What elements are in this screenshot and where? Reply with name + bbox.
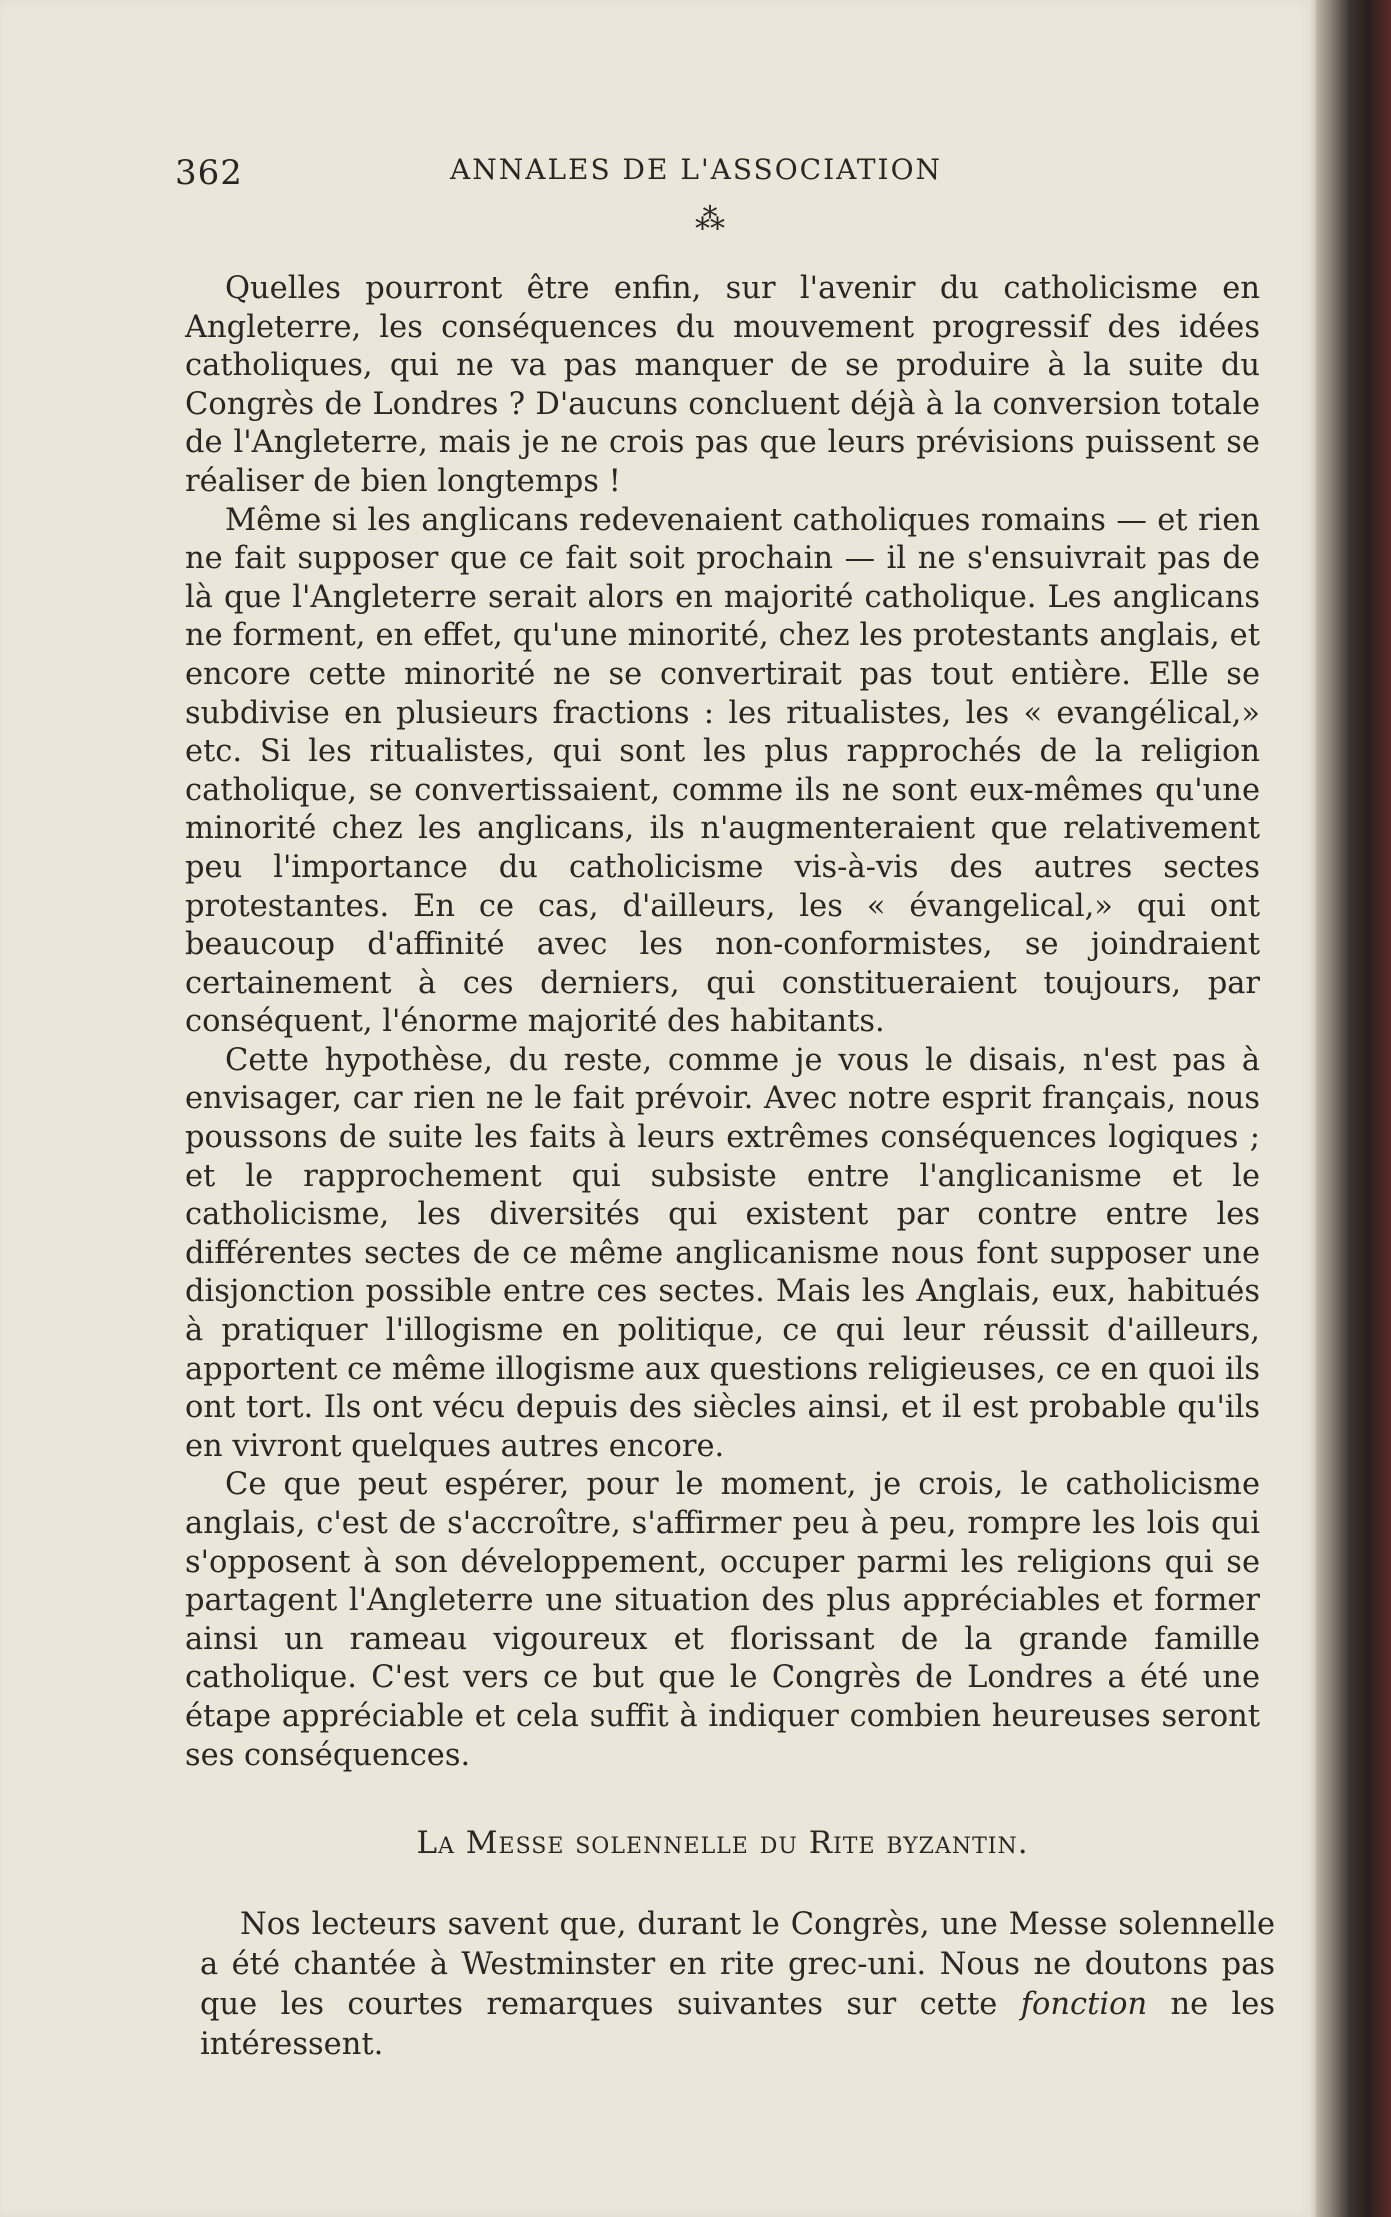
book-binding	[1316, 0, 1391, 2217]
page-edge	[1308, 0, 1316, 2217]
intro-text: Nos lecteurs savent que, durant le Congrès, une Messe solennelle a été chantée à Westminster en rite grec-uni. Nous ne doutons pas que les courtes remarques suivantes sur cette	[200, 1907, 1275, 2022]
paragraph: Ce que peut espérer, pour le moment, je crois, le catholicisme anglais, c'est de s'accroître, s'affirmer peu à peu, rompre les lois qui s'opposent à son développement, occuper parmi les religions qui se partagent l'Angleterre une situation des plus appréciables et former ainsi un rameau vigoureux et florissant de la grande famille catholique. C'est vers ce but que le Congrès de Londres a été une étape appréciable et cela suffit à indiquer combien heureuses seront ses conséquences.	[185, 1467, 1260, 1773]
intro-text-end: ne les intéressent.	[200, 1987, 1275, 2062]
asterism-divider: ⁂	[695, 202, 725, 237]
paragraph	[200, 1905, 1275, 2065]
section-intro	[200, 1905, 1275, 2065]
article-body	[185, 270, 1260, 1775]
italic-word: fonction	[1020, 1987, 1148, 2022]
section-title: La Messe solennelle du Rite byzantin.	[416, 1825, 1029, 1861]
page-number: 362	[175, 153, 243, 193]
page-header	[175, 145, 1175, 195]
paragraph: Même si les anglicans redevenaient catholiques romains — et rien ne fait supposer que ce fait soit prochain — il ne s'ensuivrait pas de là que l'Angleterre serait alors en majorité catholique. Les anglicans ne forment, en effet, qu'une minorité, chez les protestants anglais, et encore cette minorité ne se convertirait pas tout entière. Elle se subdivise en plusieurs fractions : les ritualistes, les « evangélical,» etc. Si les ritualistes, qui sont les plus rapprochés de la religion catholique, se convertissaient, comme ils ne sont eux-mêmes qu'une minorité chez les anglicans, ils n'augmenteraient que relativement peu l'importance du catholicisme vis-à-vis des autres sectes protestantes. En ce cas, d'ailleurs, les « évangelical,» qui ont beaucoup d'affinité avec les non-conformistes, se joindraient certainement à ces derniers, qui constitueraient toujours, par conséquent, l'énorme majorité des habitants.	[185, 502, 1260, 1040]
paragraph: Quelles pourront être enfin, sur l'avenir du catholicisme en Angleterre, les conséquences du mouvement progressif des idées catholiques, qui ne va pas manquer de se produire à la suite du Congrès de Londres ? D'aucuns concluent déjà à la conversion totale de l'Angleterre, mais je ne crois pas que leurs prévisions puissent se réaliser de bien longtemps !	[185, 271, 1260, 499]
running-head: ANNALES DE L'ASSOCIATION	[450, 153, 943, 186]
paragraph: Cette hypothèse, du reste, comme je vous le disais, n'est pas à envisager, car rien ne le fait prévoir. Avec notre esprit français, nous poussons de suite les faits à leurs extrêmes conséquences logiques ; et le rapprochement qui subsiste entre l'anglicanisme et le catholicisme, les diversités qui existent par contre entre les différentes sectes de ce même anglicanisme nous font supposer une disjonction possible entre ces sectes. Mais les Anglais, eux, habitués à pratiquer l'illogisme en politique, ce qui leur réussit d'ailleurs, apportent ce même illogisme aux questions religieuses, ce en quoi ils ont tort. Ils ont vécu depuis des siècles ainsi, et il est probable qu'ils en vivront quelques autres encore.	[185, 1042, 1260, 1464]
